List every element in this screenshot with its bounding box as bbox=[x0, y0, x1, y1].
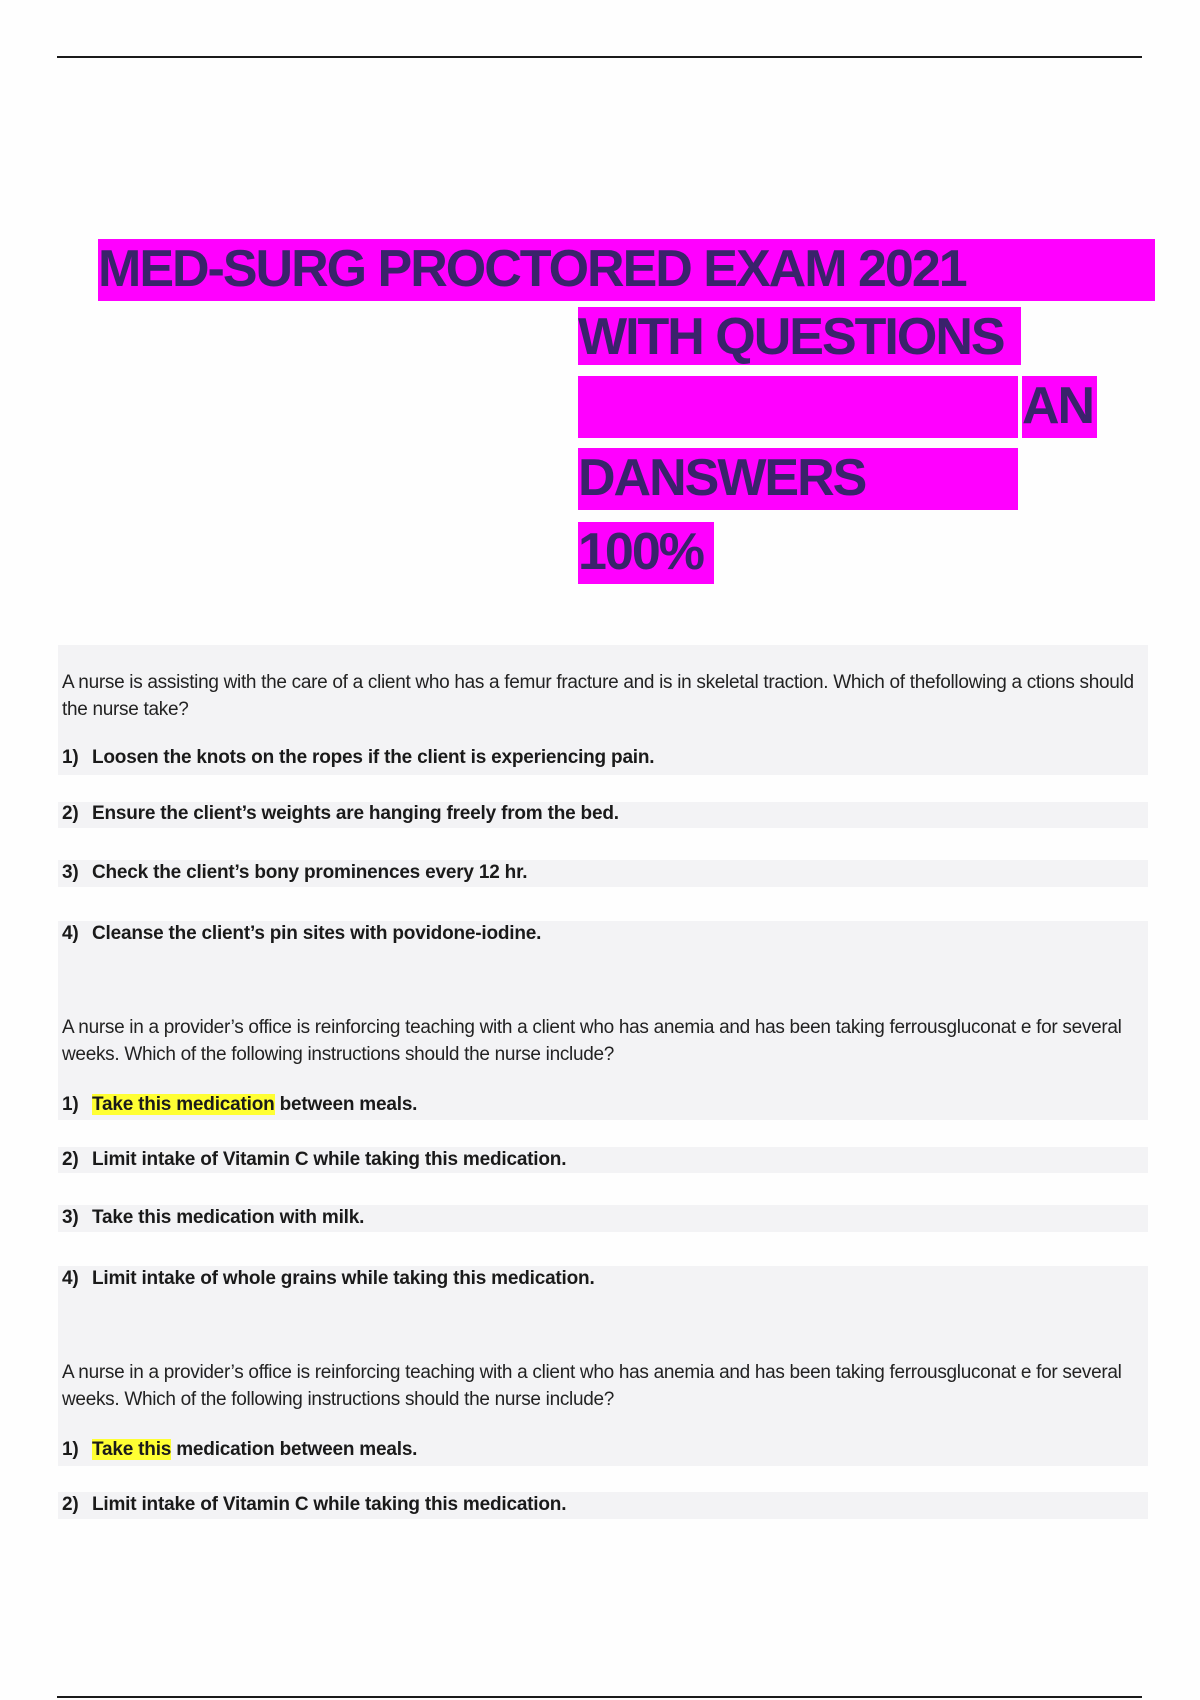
question-2-stem: A nurse in a provider’s office is reinforcing teaching with a client who has anemia and has been taking ferrousgluconat e for several weeks. Which of the following instructions should the nurse include? bbox=[62, 1017, 1122, 1065]
question-2-option-1 bbox=[62, 1092, 1142, 1118]
option-text: Limit intake of Vitamin C while taking this medication. bbox=[92, 1494, 567, 1515]
answer-highlight: Take this bbox=[92, 1439, 172, 1460]
option-number: 2) bbox=[62, 1149, 79, 1170]
question-3-option-2 bbox=[62, 1492, 1142, 1518]
title-line-2: WITH QUESTIONS bbox=[578, 307, 1021, 365]
title-line-4: DANSWERS bbox=[578, 448, 1018, 510]
question-1-stem: A nurse is assisting with the care of a client who has a femur fracture and is in skeletal traction. Which of thefollowing a ctions should the nurse take? bbox=[62, 672, 1134, 720]
option-text: Check the client’s bony prominences every 12 hr. bbox=[92, 862, 528, 883]
title-line-3: AN bbox=[1022, 376, 1097, 438]
answer-highlight: Take this medication bbox=[92, 1094, 275, 1115]
question-2-option-2 bbox=[62, 1147, 1142, 1173]
title-line-5: 100% bbox=[578, 522, 714, 584]
question-1-option-2 bbox=[62, 801, 1142, 827]
question-2-option-4 bbox=[62, 1266, 1142, 1292]
option-number: 3) bbox=[62, 862, 79, 883]
option-number: 4) bbox=[62, 1268, 79, 1289]
top-rule bbox=[57, 56, 1142, 58]
option-text: between meals. bbox=[274, 1094, 418, 1115]
option-text: Loosen the knots on the ropes if the client is experiencing pain. bbox=[92, 747, 655, 768]
option-text: Limit intake of whole grains while taking this medication. bbox=[92, 1268, 595, 1289]
option-text: Limit intake of Vitamin C while taking this medication. bbox=[92, 1149, 567, 1170]
option-text: Cleanse the client’s pin sites with povidone-iodine. bbox=[92, 923, 542, 944]
option-number: 3) bbox=[62, 1207, 79, 1228]
title-line-1: MED-SURG PROCTORED EXAM 2021 bbox=[98, 239, 1155, 301]
option-text: Ensure the client’s weights are hanging freely from the bed. bbox=[92, 803, 619, 824]
title-highlight-block bbox=[578, 376, 1018, 438]
option-number: 2) bbox=[62, 803, 79, 824]
question-1-option-1 bbox=[62, 745, 1142, 771]
question-1-option-4 bbox=[62, 921, 1142, 947]
question-3-option-1 bbox=[62, 1437, 1142, 1463]
option-text: medication between meals. bbox=[171, 1439, 418, 1460]
bottom-rule bbox=[57, 1696, 1142, 1698]
option-number: 2) bbox=[62, 1494, 79, 1515]
option-number: 1) bbox=[62, 747, 79, 768]
option-number: 1) bbox=[62, 1439, 79, 1460]
option-number: 4) bbox=[62, 923, 79, 944]
option-number: 1) bbox=[62, 1094, 79, 1115]
question-3-stem: A nurse in a provider’s office is reinforcing teaching with a client who has anemia and has been taking ferrousgluconat e for several weeks. Which of the following instructions should the nurse include? bbox=[62, 1362, 1122, 1410]
question-2-option-3 bbox=[62, 1205, 1142, 1231]
question-1-option-3 bbox=[62, 860, 1142, 886]
option-text: Take this medication with milk. bbox=[92, 1207, 365, 1228]
